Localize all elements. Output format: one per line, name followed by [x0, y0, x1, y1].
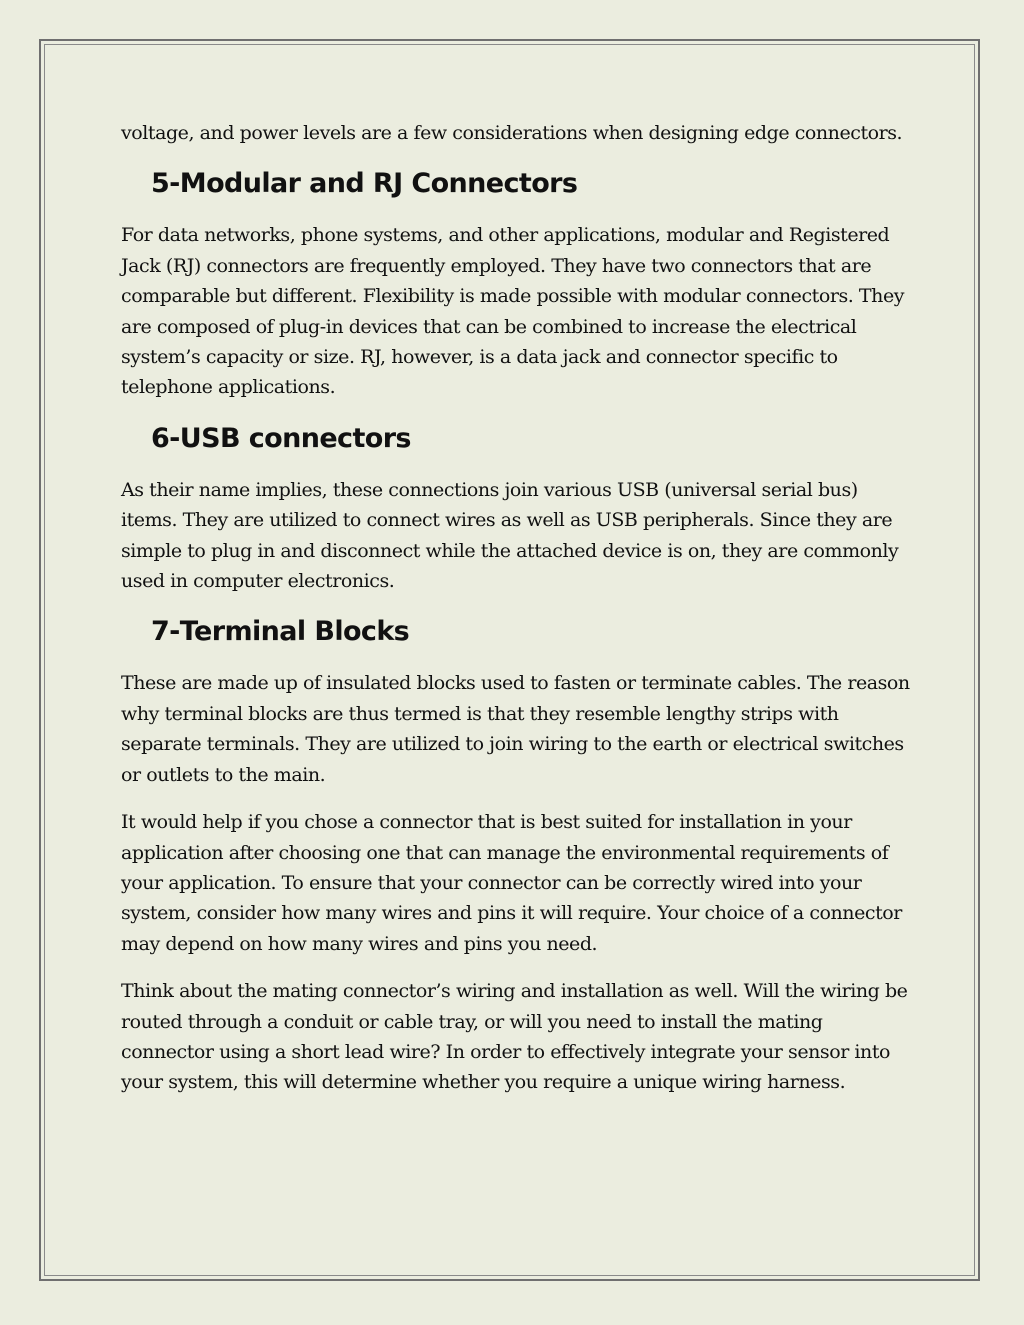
heading-number: 5-	[151, 168, 180, 200]
paragraph-mating: Think about the mating connector’s wiring and installation as well. Will the wiring be routed through a conduit or cable tray, or will you need to install the mating connector using a short lead wire? In order to effectively integrate your sensor into your system, this will determine whether you require a unique wiring harness.	[121, 980, 908, 1094]
paragraph-intro: voltage, and power levels are a few considerations when designing edge connectors.	[121, 122, 903, 144]
heading-modular-rj-connectors	[121, 165, 911, 203]
document-body	[121, 118, 911, 1115]
heading-terminal-blocks	[121, 613, 911, 651]
heading-title: Terminal Blocks	[179, 616, 410, 648]
paragraph-terminal: These are made up of insulated blocks used to fasten or terminate cables. The reason why terminal blocks are thus termed is that they resemble lengthy strips with separate terminals. They are utilized to join wiring to the earth or electrical switches or outlets to the main.	[121, 672, 910, 786]
paragraph-choice: It would help if you chose a connector that is best suited for installation in your application after choosing one that can manage the environmental requirements of your application. To ensure that your connector can be correctly wired into your system, consider how many wires and pins it will require. Your choice of a connector may depend on how many wires and pins you need.	[121, 811, 902, 955]
paragraph-usb: As their name implies, these connections join various USB (universal serial bus) items. They are utilized to connect wires as well as USB peripherals. Since they are simple to plug in and disconnect while the attached device is on, they are commonly used in computer electronics.	[121, 478, 899, 593]
heading-number: 6-	[151, 422, 180, 454]
heading-title: Modular and RJ Connectors	[179, 168, 578, 200]
paragraph-modular: For data networks, phone systems, and other applications, modular and Registered Jack (RJ) connectors are frequently employed. They have two connectors that are comparable but different. Flexibility is made possible with modular connectors. They are composed of plug-in devices that can be combined to increase the electrical system’s capacity or size. RJ, however, is a data jack and connector specific to telephone applications.	[121, 224, 905, 399]
heading-number: 7-	[151, 616, 180, 648]
heading-title: USB connectors	[179, 422, 411, 454]
heading-usb-connectors	[121, 420, 911, 458]
